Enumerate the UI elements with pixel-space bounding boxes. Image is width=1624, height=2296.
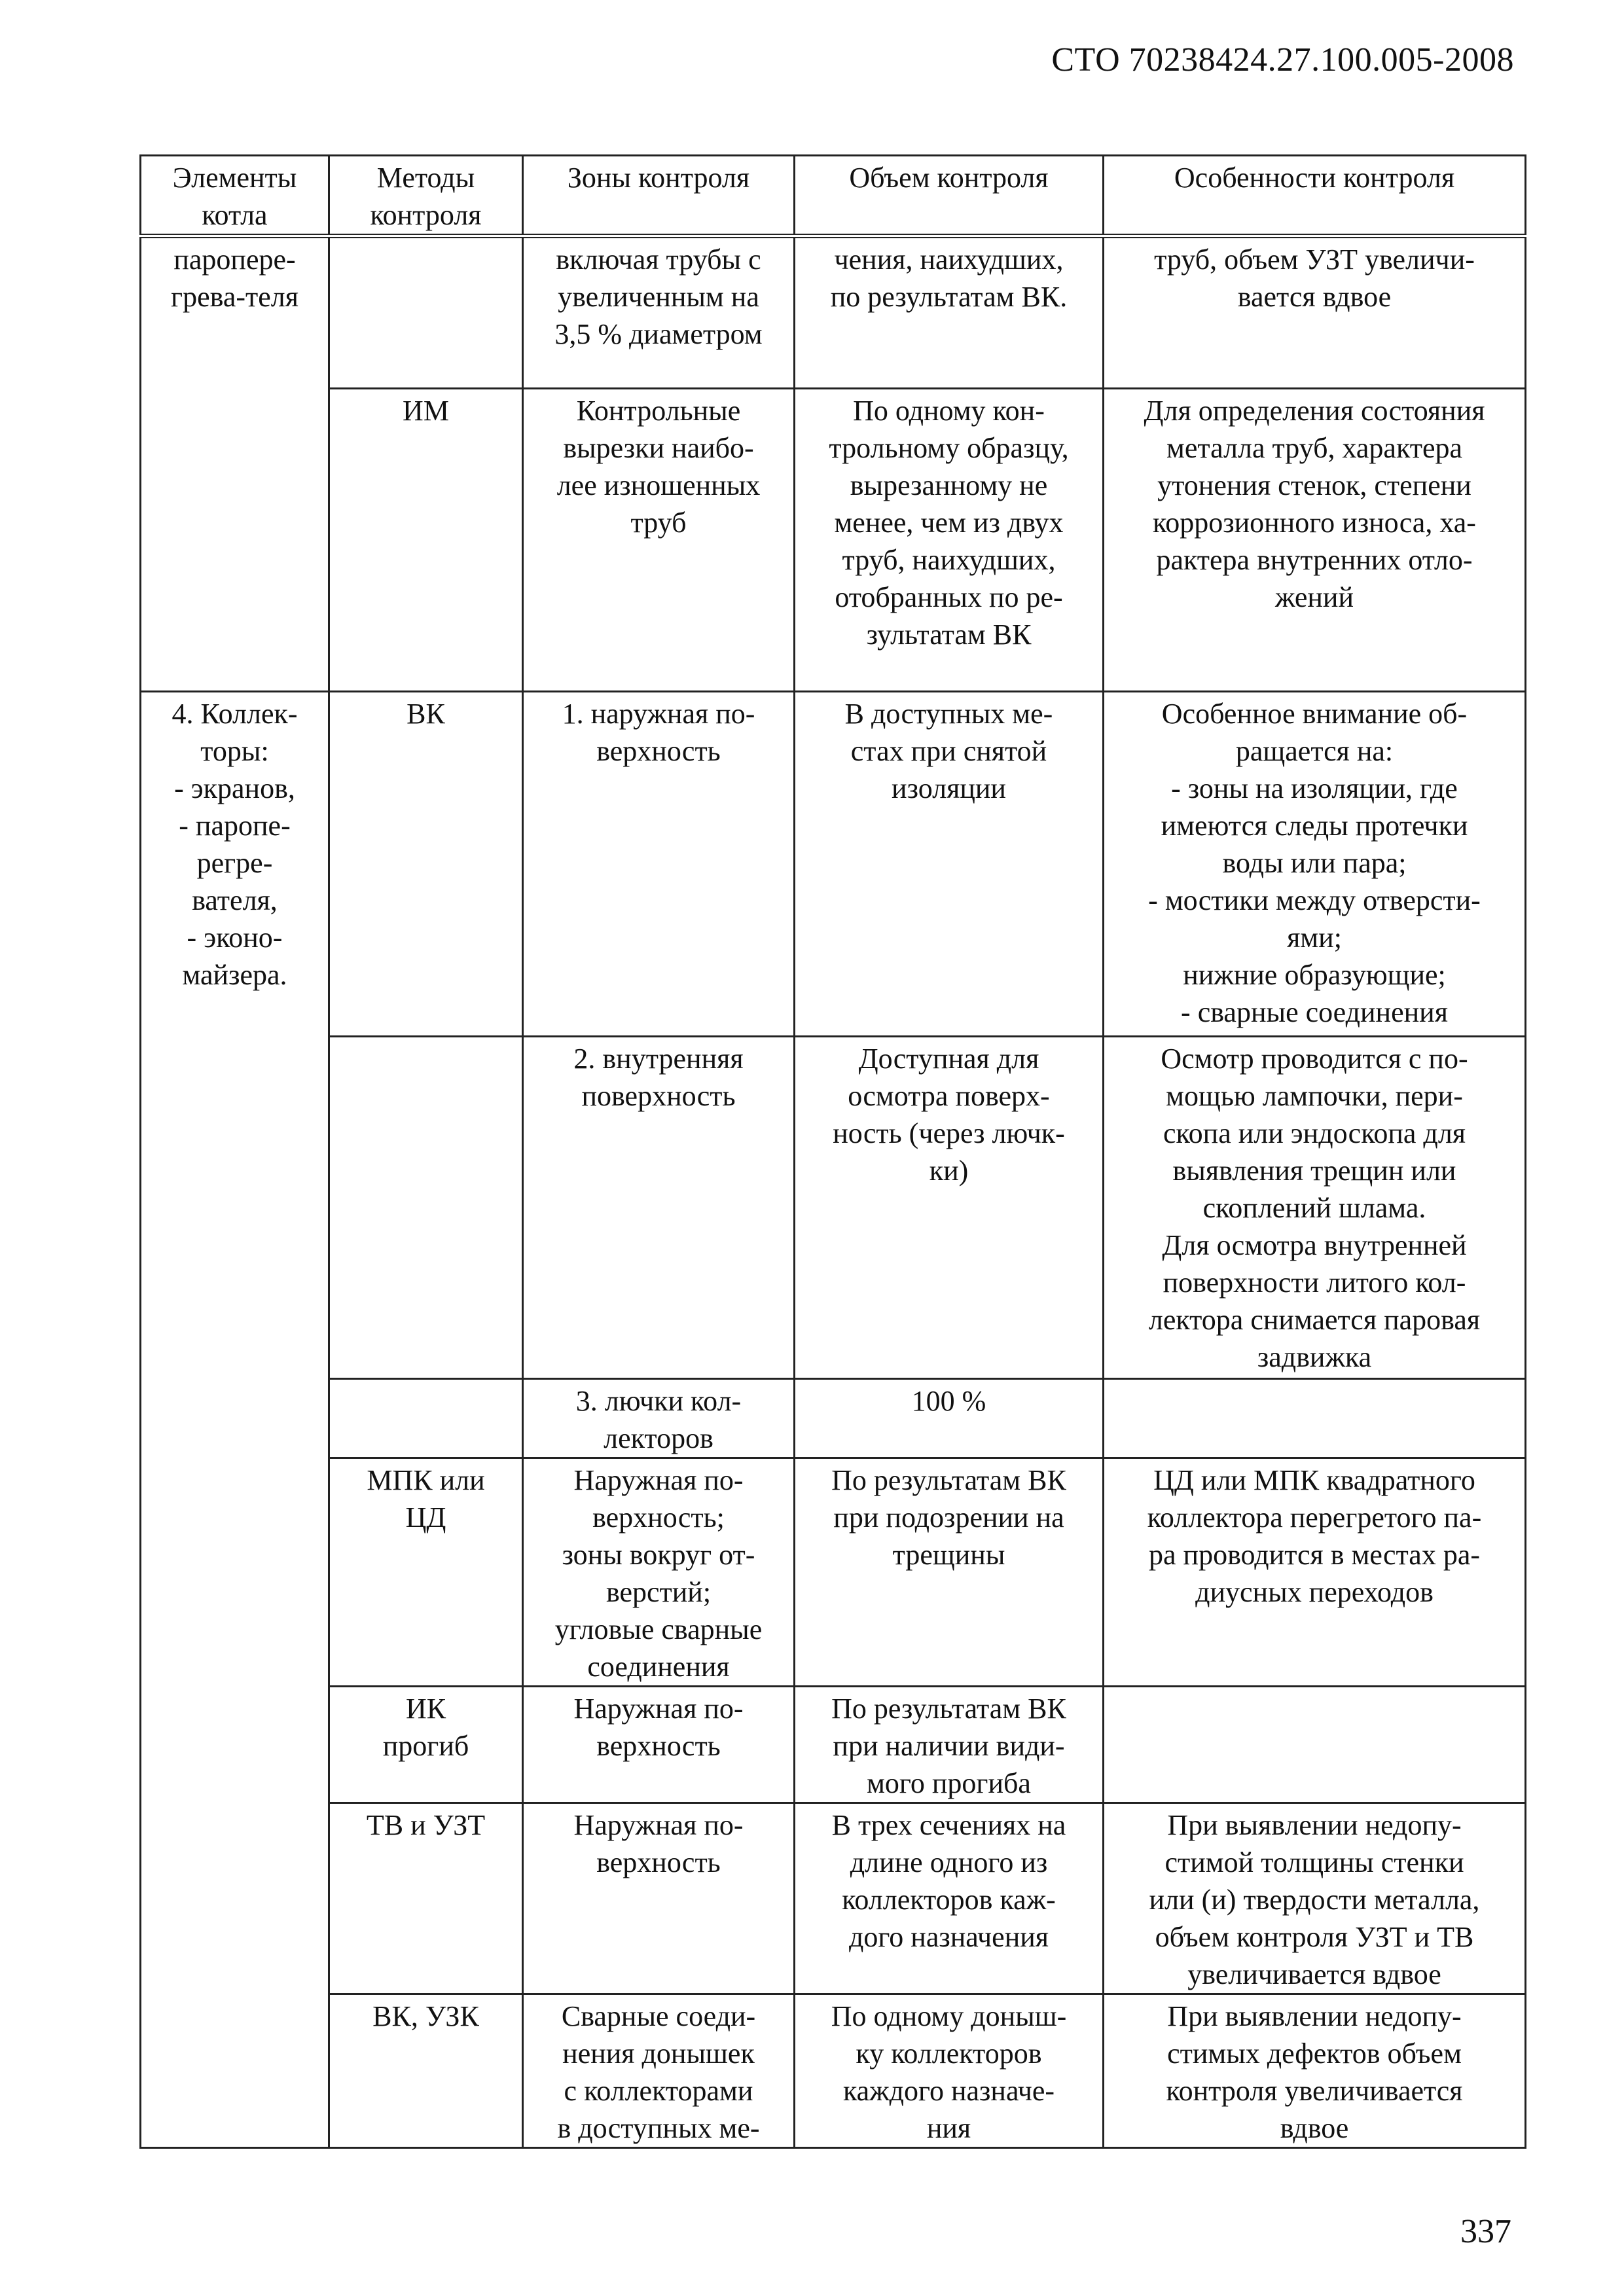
notes-cell (1104, 1379, 1526, 1458)
table-row (141, 1803, 1526, 1994)
zone-cell: Наружная по- верхность (523, 1803, 795, 1994)
element-cell (141, 1379, 329, 1458)
volume-cell: Доступная для осмотра поверх- ность (через лючк- ки) (795, 1037, 1104, 1379)
volume-cell: 100 % (795, 1379, 1104, 1458)
page-number: 337 (1460, 2213, 1511, 2250)
zone-cell: 2. внутренняя поверхность (523, 1037, 795, 1379)
element-cell (141, 389, 329, 692)
table-row (141, 389, 1526, 692)
table-row (141, 1458, 1526, 1687)
notes-cell: Особенное внимание об- ращается на: - зоны на изоляции, где имеются следы протечки воды или пара; - мостики между отверсти- ями; нижние образующие; - сварные соединения (1104, 692, 1526, 1037)
zone-cell: 1. наружная по- верхность (523, 692, 795, 1037)
notes-cell: Для определения состояния металла труб, характера утонения стенок, степени коррозионного износа, ха- рактера внутренних отло- жений (1104, 389, 1526, 692)
volume-cell: чения, наихудших, по результатам ВК. (795, 236, 1104, 389)
table-header-row (141, 156, 1526, 236)
method-cell: МПК или ЦД (329, 1458, 523, 1687)
column-header: Элементы котла (141, 156, 329, 236)
element-cell (141, 1687, 329, 1803)
zone-cell: включая трубы с увеличенным на 3,5 % диаметром (523, 236, 795, 389)
table-row (141, 1994, 1526, 2148)
method-cell (329, 1037, 523, 1379)
zone-cell: Контрольные вырезки наибо- лее изношенных труб (523, 389, 795, 692)
volume-cell: В доступных ме- стах при снятой изоляции (795, 692, 1104, 1037)
volume-cell: По одному кон- трольному образцу, вырезанному не менее, чем из двух труб, наихудших, отобранных по ре- зультатам ВК (795, 389, 1104, 692)
volume-cell: По результатам ВК при наличии види- мого прогиба (795, 1687, 1104, 1803)
column-header: Зоны контроля (523, 156, 795, 236)
volume-cell: В трех сечениях на длине одного из коллекторов каж- дого назначения (795, 1803, 1104, 1994)
notes-cell: Осмотр проводится с по- мощью лампочки, пери- скопа или эндоскопа для выявления трещин или скоплений шлама. Для осмотра внутренней поверхности литого кол- лектора снимается паровая задвижка (1104, 1037, 1526, 1379)
column-header: Методы контроля (329, 156, 523, 236)
element-cell (141, 1037, 329, 1379)
volume-cell: По одному доныш- ку коллекторов каждого назначе- ния (795, 1994, 1104, 2148)
method-cell: ИМ (329, 389, 523, 692)
method-cell: ИК прогиб (329, 1687, 523, 1803)
zone-cell: 3. лючки кол- лекторов (523, 1379, 795, 1458)
element-cell (141, 1994, 329, 2148)
element-cell: 4. Коллек- торы: - экранов, - паропе- регре- вателя, - эконо- майзера. (141, 692, 329, 1037)
element-cell: паропере- грева-теля (141, 236, 329, 389)
table-row (141, 1379, 1526, 1458)
volume-cell: По результатам ВК при подозрении на трещины (795, 1458, 1104, 1687)
notes-cell: ЦД или МПК квадратного коллектора перегретого па- ра проводится в местах ра- диусных переходов (1104, 1458, 1526, 1687)
notes-cell: труб, объем УЗТ увеличи- вается вдвое (1104, 236, 1526, 389)
method-cell: ВК, УЗК (329, 1994, 523, 2148)
column-header: Особенности контроля (1104, 156, 1526, 236)
inspection-table (139, 154, 1526, 2149)
column-header: Объем контроля (795, 156, 1104, 236)
element-cell (141, 1803, 329, 1994)
table-row (141, 692, 1526, 1037)
table-row (141, 236, 1526, 389)
zone-cell: Наружная по- верхность; зоны вокруг от- верстий; угловые сварные соединения (523, 1458, 795, 1687)
table-row (141, 1687, 1526, 1803)
notes-cell: При выявлении недопу- стимой толщины стенки или (и) твердости металла, объем контроля УЗТ и ТВ увеличивается вдвое (1104, 1803, 1526, 1994)
method-cell (329, 1379, 523, 1458)
method-cell (329, 236, 523, 389)
document-code: СТО 70238424.27.100.005-2008 (1051, 41, 1514, 79)
notes-cell (1104, 1687, 1526, 1803)
table-row (141, 1037, 1526, 1379)
zone-cell: Сварные соеди- нения донышек с коллекторами в доступных ме- (523, 1994, 795, 2148)
zone-cell: Наружная по- верхность (523, 1687, 795, 1803)
notes-cell: При выявлении недопу- стимых дефектов объем контроля увеличивается вдвое (1104, 1994, 1526, 2148)
method-cell: ТВ и УЗТ (329, 1803, 523, 1994)
method-cell: ВК (329, 692, 523, 1037)
element-cell (141, 1458, 329, 1687)
